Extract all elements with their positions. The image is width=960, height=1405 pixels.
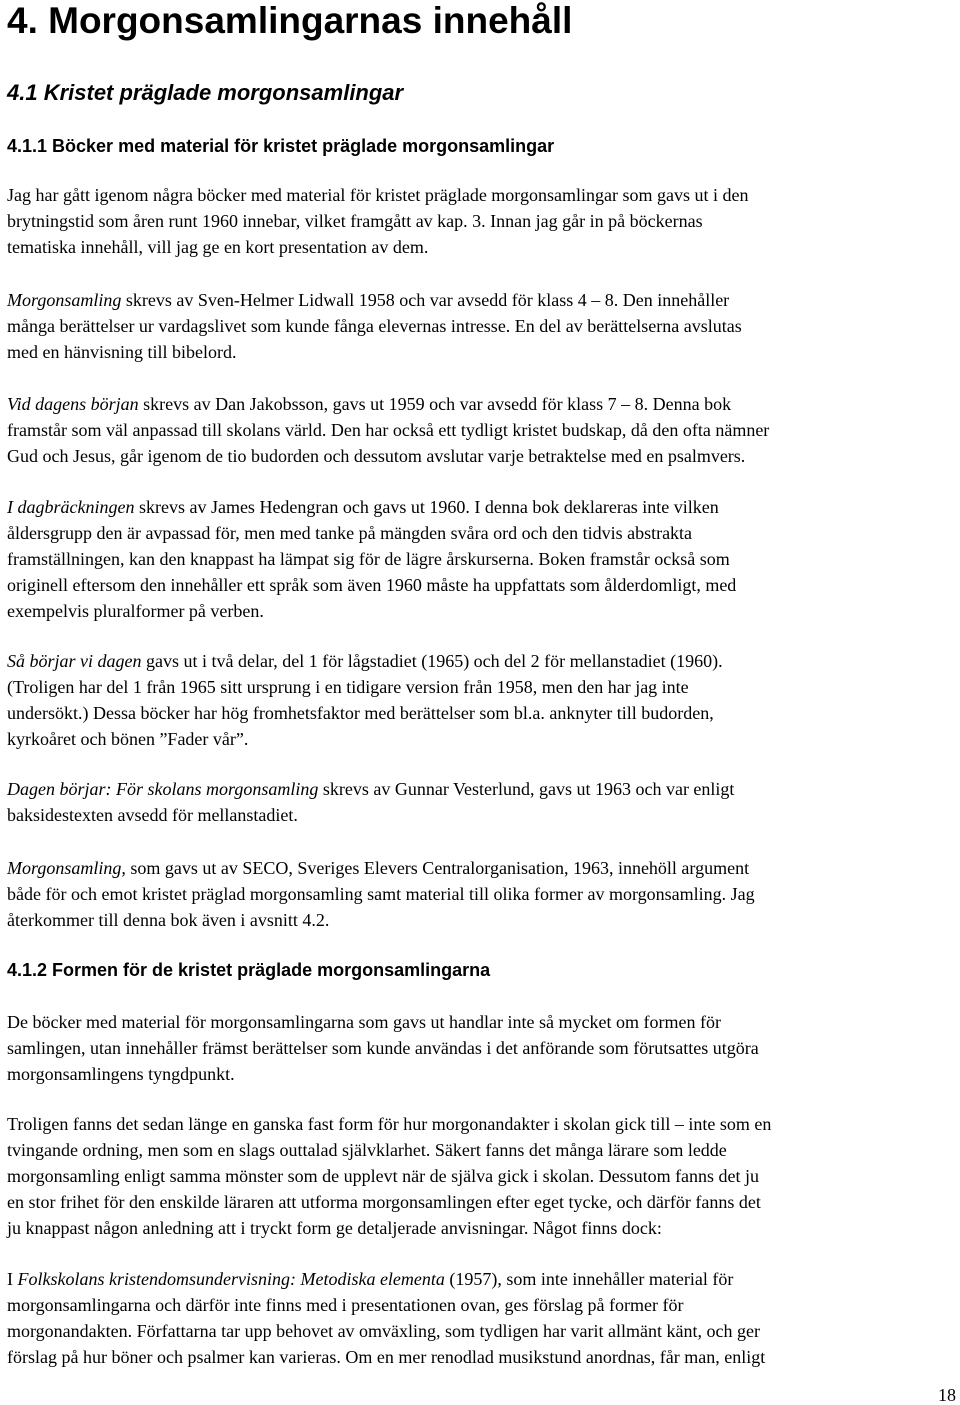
text-line: både för och emot kristet präglad morgonsamling samt material till olika former av morgonsamling. Jag: [7, 884, 755, 904]
text-line: tvingande ordning, men som en slags outtalad självklarhet. Säkert fanns det många lärare som ledde: [7, 1140, 727, 1160]
form-paragraph-1: [7, 1009, 957, 1087]
text-line: Jag har gått igenom några böcker med material för kristet präglade morgonsamlingar som gavs ut i den: [7, 185, 749, 205]
text-run: skrevs av Gunnar Vesterlund, gavs ut 1963 och var enligt: [318, 779, 735, 799]
section-heading: 4.1 Kristet präglade morgonsamlingar: [7, 80, 404, 105]
text-line: med en hänvisning till bibelord.: [7, 342, 237, 362]
text-run: skrevs av Dan Jakobsson, gavs ut 1959 och var avsedd för klass 7 – 8. Denna bok: [138, 394, 732, 414]
text-line: undersökt.) Dessa böcker har hög fromhetsfaktor med berättelser som bl.a. anknyter till budorden,: [7, 703, 714, 723]
text-line: samlingen, utan innehåller främst berättelser som kunde användas i det anförande som förutsattes utgöra: [7, 1038, 759, 1058]
text-line: många berättelser ur vardagslivet som kunde fånga elevernas intresse. En del av berättelserna avslutas: [7, 316, 742, 336]
text-line: morgonsamlingens tyngdpunkt.: [7, 1064, 235, 1084]
text-line: Gud och Jesus, går igenom de tio budorden och dessutom avslutar varje betraktelse med en psalmvers.: [7, 446, 746, 466]
chapter-heading: 4. Morgonsamlingarnas innehåll: [7, 0, 573, 41]
intro-paragraph: [7, 182, 957, 260]
text-run: skrevs av James Hedengran och gavs ut 1960. I denna bok deklareras inte vilken: [134, 497, 719, 517]
subsection-heading-books: 4.1.1 Böcker med material för kristet präglade morgonsamlingar: [7, 136, 555, 156]
book-title: Dagen börjar: För skolans morgonsamling: [7, 779, 319, 799]
text-line: framstår som väl anpassad till skolans värld. Den har också ett tydligt kristet budskap, då den ofta nämner: [7, 420, 770, 440]
book-title: Så börjar vi dagen: [7, 651, 142, 671]
subsection-heading-form: 4.1.2 Formen för de kristet präglade morgonsamlingarna: [7, 960, 491, 980]
text-run: skrevs av Sven-Helmer Lidwall 1958 och var avsedd för klass 4 – 8. Den innehåller: [121, 290, 730, 310]
text-run: I: [7, 1269, 18, 1289]
book-title: Folkskolans kristendomsundervisning: Metodiska elementa: [17, 1269, 445, 1289]
form-paragraph-3: [7, 1266, 957, 1370]
text-line: (Troligen har del 1 från 1965 sitt ursprung i en tidigare version från 1958, men den har jag inte: [7, 677, 689, 697]
book-paragraph-seco: [7, 855, 957, 933]
book-paragraph-sa-borjar-vi-dagen: [7, 648, 957, 752]
book-paragraph-dagen-borjar: [7, 776, 957, 828]
text-line: framställningen, kan den knappast ha lämpat sig för de lägre årskurserna. Boken framstår också som: [7, 549, 730, 569]
text-line: Troligen fanns det sedan länge en ganska fast form för hur morgonandakter i skolan gick till – inte som en: [7, 1114, 772, 1134]
form-paragraph-2: [7, 1111, 957, 1241]
text-run: som gavs ut av SECO, Sveriges Elevers Centralorganisation, 1963, innehöll argument: [125, 858, 750, 878]
book-title: Vid dagens början: [7, 394, 139, 414]
text-line: kyrkoåret och bönen ”Fader vår”.: [7, 729, 249, 749]
text-run: gavs ut i två delar, del 1 för lågstadiet (1965) och del 2 för mellanstadiet (1960).: [141, 651, 723, 671]
text-run: (1957), som inte innehåller material för: [444, 1269, 734, 1289]
book-title: Morgonsamling,: [7, 858, 126, 878]
text-line: en stor frihet för den enskilde läraren att utforma morgonsamlingen efter eget tycke, och därför fanns det: [7, 1192, 761, 1212]
text-line: morgonandakten. Författarna tar upp behovet av omväxling, som tydligen har varit allmänt känt, och ger: [7, 1321, 760, 1341]
text-line: morgonsamling enligt samma mönster som de upplevt när de själva gick i skolan. Dessutom fanns det ju: [7, 1166, 760, 1186]
text-line: brytningstid som åren runt 1960 innebar, vilket framgått av kap. 3. Innan jag går in på böckernas: [7, 211, 703, 231]
text-line: tematiska innehåll, vill jag ge en kort presentation av dem.: [7, 237, 429, 257]
text-line: originell eftersom den innehåller ett språk som även 1960 måste ha uppfattats som ålderdomligt, med: [7, 575, 737, 595]
book-title: Morgonsamling: [7, 290, 122, 310]
page-number: 18: [938, 1385, 956, 1405]
text-line: ju knappast någon anledning att i tryckt form ge detaljerade anvisningar. Något finns dock:: [7, 1218, 662, 1238]
text-line: återkommer till denna bok även i avsnitt 4.2.: [7, 910, 330, 930]
book-paragraph-i-dagbrackningen: [7, 494, 957, 624]
text-line: förslag på hur böner och psalmer kan varieras. Om en mer renodlad musikstund anordnas, får man, enligt: [7, 1347, 766, 1367]
book-title: I dagbräckningen: [7, 497, 135, 517]
text-line: baksidestexten avsedd för mellanstadiet.: [7, 805, 298, 825]
book-paragraph-morgonsamling: [7, 287, 957, 365]
text-line: exempelvis pluralformer på verben.: [7, 601, 264, 621]
text-line: De böcker med material för morgonsamlingarna som gavs ut handlar inte så mycket om formen för: [7, 1012, 721, 1032]
text-line: åldersgrupp den är avpassad för, men med tanke på mängden svåra ord och den tidvis abstrakta: [7, 523, 693, 543]
text-line: morgonsamlingarna och därför inte finns med i presentationen ovan, ges förslag på former för: [7, 1295, 684, 1315]
book-paragraph-vid-dagens-borjan: [7, 391, 957, 469]
